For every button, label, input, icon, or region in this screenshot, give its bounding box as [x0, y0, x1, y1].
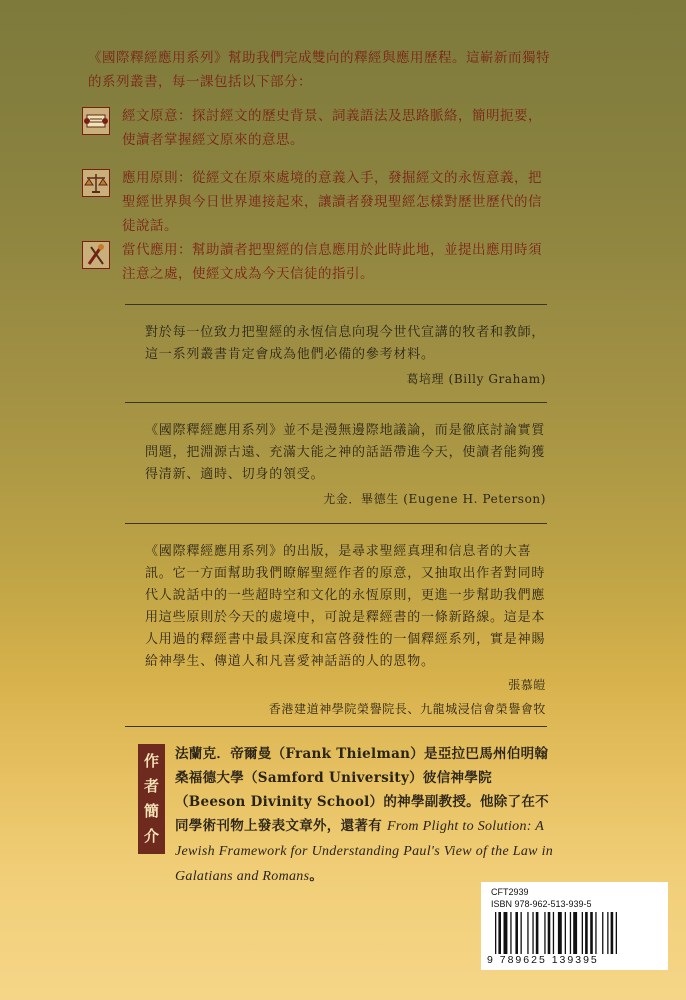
scroll-icon — [82, 107, 110, 135]
intro-paragraph: 《國際釋經應用系列》幫助我們完成雙向的釋經與應用歷程。這嶄新而獨特的系列叢書，每一課包括以下部分： — [88, 50, 550, 90]
quote-attribution: 尤金．畢德生 (Eugene H. Peterson) — [323, 492, 546, 506]
feature-text: 應用原則：從經文在原來處境的意義入手，發掘經文的永恆意義，把聖經世界與今日世界連接起來，讓讀者發現聖經怎樣對歷世歷代的信徒說話。 — [122, 170, 542, 234]
barcode-label — [481, 882, 668, 970]
feature-text: 經文原意：探討經文的歷史背景、詞義語法及思路脈絡，簡明扼要，使讀者掌握經文原來的意思。 — [122, 108, 542, 148]
divider — [125, 726, 547, 727]
feature-text: 當代應用：幫助讀者把聖經的信息應用於此時此地，並提出應用時須注意之處，使經文成為今天信徒的指引。 — [122, 242, 542, 282]
divider — [125, 523, 547, 524]
quote-graham: 對於每一位致力把聖經的永恆信息向現今世代宣講的牧者和教師，這一系列叢書肯定會成為他們必備的參考材料。 — [145, 325, 546, 362]
badge-char: 簡 — [143, 802, 159, 820]
author-section — [138, 742, 554, 884]
quote-cheung: 《國際釋經應用系列》的出版，是尋求聖經真理和信息者的大喜訊。它一方面幫助我們瞭解聖經作者的原意，又抽取出作者對同時代人說話中的一些超時空和文化的永恆原則，更進一步幫助我們應用這些原則於今天的處境中，可說是釋經書的一條新路線。這是本人用過的釋經書中最具深度和富啓發性的一個釋經系列，實是神賜給神學生、傳道人和凡喜愛神話語的人的恩物。 — [145, 544, 546, 669]
divider — [125, 304, 547, 305]
badge-char: 介 — [143, 827, 159, 845]
badge-char: 作 — [143, 752, 159, 770]
badge-char: 者 — [143, 777, 159, 795]
divider — [125, 402, 547, 403]
barcode-digits: 9 789625 139395 — [487, 954, 599, 966]
author-badge — [138, 744, 165, 854]
scales-icon — [82, 169, 110, 197]
tools-icon — [82, 241, 110, 269]
author-bio — [175, 742, 555, 889]
quote-attribution: 葛培理 (Billy Graham) — [406, 372, 546, 386]
isbn: ISBN 978-962-513-939-5 — [491, 899, 592, 909]
author-bio-text: 法蘭克．帝爾曼（Frank Thielman）是亞拉巴馬州伯明翰桑福德大學（Samford University）彼信神學院（Beeson Divinity School）的神學副教授。他除了在不同學術刊物上發表文章外，還著有 — [175, 746, 549, 834]
quote-attribution-title: 香港建道神學院榮譽院長、九龍城浸信會榮譽會牧 — [268, 702, 546, 716]
feature-original-meaning — [82, 104, 552, 152]
feature-principle — [82, 166, 552, 238]
barcode-bars — [495, 912, 655, 954]
bio-end: 。 — [309, 868, 324, 884]
quote-attribution: 張慕皚 — [508, 678, 546, 692]
book-title: From Plight to Solution: A Jewish Framework for Understanding Paul's View of the Law in Galatians and Romans — [175, 819, 554, 884]
quote-peterson: 《國際釋經應用系列》並不是漫無邊際地議論，而是徹底討論實質問題，把淵源古遠、充滿大能之神的話語帶進今天，使讀者能夠獲得清新、適時、切身的領受。 — [145, 423, 546, 482]
product-code: CFT2939 — [491, 887, 529, 897]
feature-application — [82, 238, 552, 286]
